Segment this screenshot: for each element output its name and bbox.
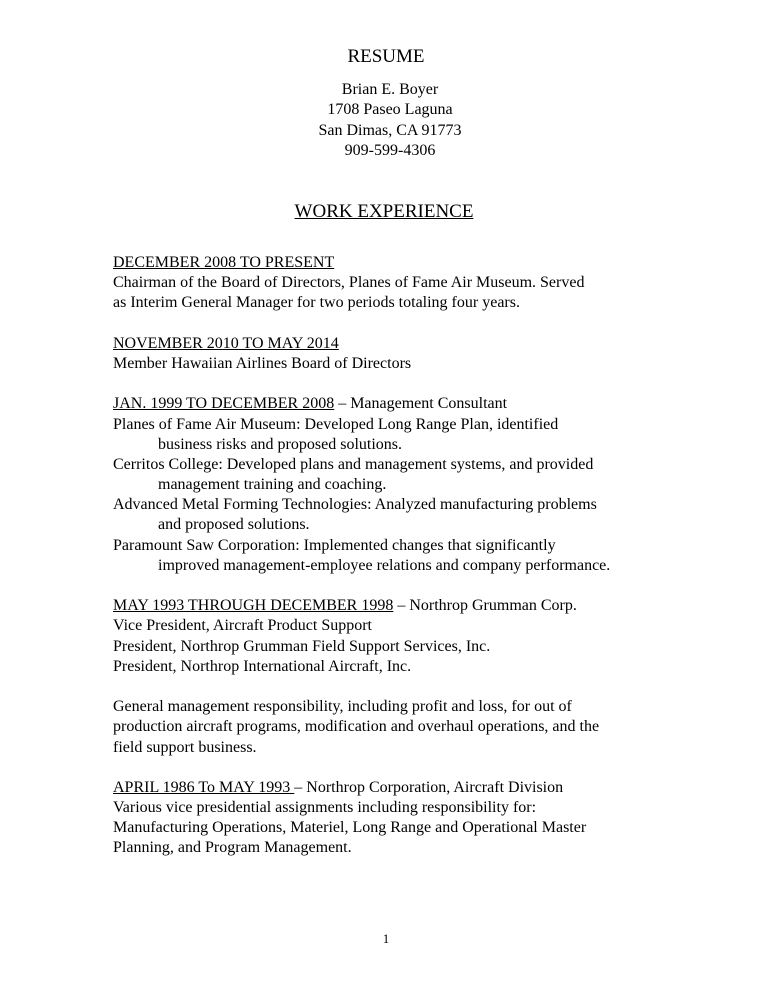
entry-date: MAY 1993 THROUGH DECEMBER 1998 [113, 597, 394, 615]
entry-date: JAN. 1999 TO DECEMBER 2008 [113, 395, 335, 413]
contact-street: 1708 Paseo Laguna [327, 101, 453, 119]
entry-text-line: production aircraft programs, modification and overhaul operations, and the [113, 718, 600, 736]
contact-city: San Dimas, CA 91773 [318, 121, 462, 139]
paragraph-gap [113, 758, 673, 778]
entry-text-line: Planes of Fame Air Museum: Developed Long Range Plan, identified [113, 415, 559, 433]
entry-text-continuation: improved management-employee relations and company performance. [158, 556, 611, 574]
entry-date: NOVEMBER 2010 TO MAY 2014 [113, 334, 339, 352]
entry-text-line: Planning, and Program Management. [113, 839, 352, 857]
entry-date: APRIL 1986 To MAY 1993 [113, 778, 295, 796]
entry-date-line [113, 596, 673, 616]
entry-text-line: as Interim General Manager for two periods totaling four years. [113, 294, 520, 312]
entry-date: DECEMBER 2008 TO PRESENT [113, 254, 335, 271]
entry-role: – Northrop Corporation, Aircraft Division [294, 778, 564, 796]
page-number: 1 [382, 931, 390, 946]
entry-text-line: Cerritos College: Developed plans and management systems, and provided [113, 455, 594, 473]
entry-date-line [113, 253, 673, 273]
entry-text-line: Paramount Saw Corporation: Implemented changes that significantly [113, 536, 556, 554]
contact-block [0, 80, 768, 162]
entry-text-line: Vice President, Aircraft Product Support [113, 617, 372, 635]
entry-text-continuation: management training and coaching. [158, 476, 387, 494]
entry-text-continuation: business risks and proposed solutions. [158, 435, 402, 453]
entry-text-line: field support business. [113, 738, 257, 756]
entry-date-line [113, 394, 673, 414]
paragraph-gap [113, 677, 673, 697]
paragraph-gap [113, 576, 673, 596]
entry-text-line: Chairman of the Board of Directors, Planes of Fame Air Museum. Served [113, 274, 585, 292]
document-title: RESUME [347, 46, 425, 67]
entry-date-line [113, 334, 673, 354]
work-experience-body [113, 253, 673, 859]
work-experience-heading [0, 199, 768, 225]
entry-date-line [113, 778, 673, 798]
paragraph-gap [113, 314, 673, 334]
paragraph-gap [113, 374, 673, 394]
entry-role: – Northrop Grumman Corp. [393, 597, 577, 615]
entry-text-line: Manufacturing Operations, Materiel, Long Range and Operational Master [113, 819, 587, 837]
entry-text-line: Member Hawaiian Airlines Board of Directors [113, 354, 412, 372]
contact-phone: 909-599-4306 [344, 142, 436, 160]
entry-text-line: President, Northrop International Aircraft, Inc. [113, 657, 412, 675]
entry-role: – Management Consultant [334, 395, 508, 413]
entry-text-continuation: and proposed solutions. [158, 516, 310, 534]
contact-name: Brian E. Boyer [341, 81, 439, 98]
entry-text-line: Various vice presidential assignments including responsibility for: [113, 799, 537, 817]
entry-text-line: President, Northrop Grumman Field Support Services, Inc. [113, 637, 491, 655]
entry-text-line: Advanced Metal Forming Technologies: Analyzed manufacturing problems [113, 496, 597, 514]
entry-text-line: General management responsibility, including profit and loss, for out of [113, 698, 572, 716]
work-experience-heading-text: WORK EXPERIENCE [294, 201, 474, 222]
